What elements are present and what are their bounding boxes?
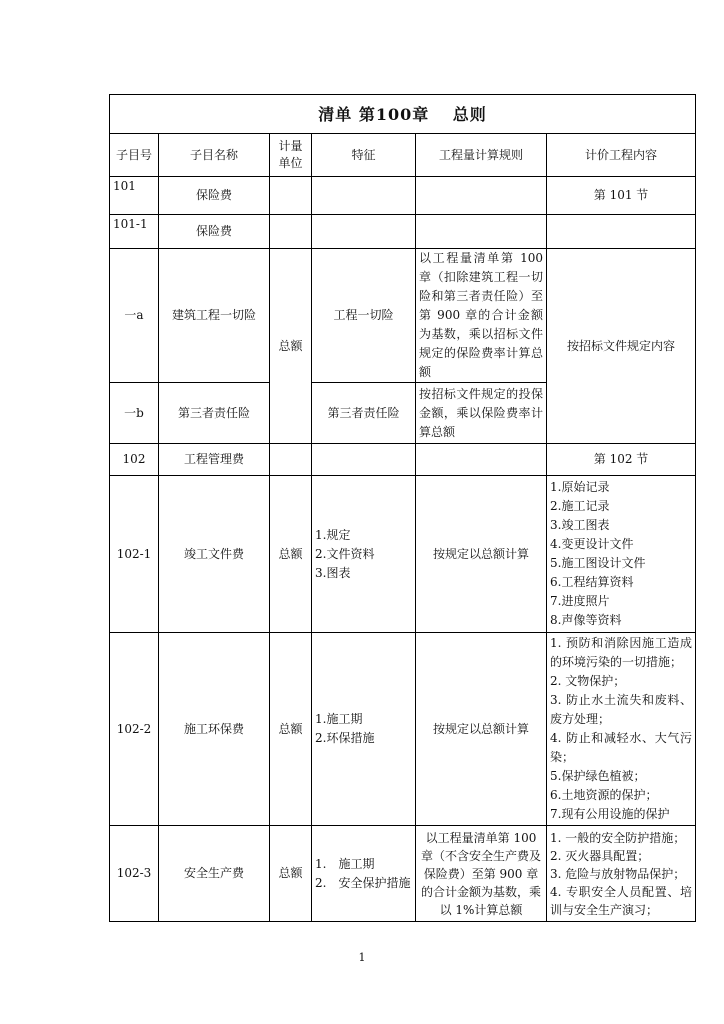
row-101-1-name: 保险费 <box>159 215 270 249</box>
header-unit-line1: 计量 <box>278 139 303 153</box>
row-b-code: 一b <box>110 383 159 444</box>
content-item: 1. 一般的安全防护措施； <box>550 830 686 845</box>
feature-item: 1.施工期 <box>315 712 363 726</box>
row-102-1-rule: 按规定以总额计算 <box>416 476 547 633</box>
content-item: 4. 防止和减轻水、大气污染； <box>550 731 693 764</box>
header-name: 子目名称 <box>159 134 270 177</box>
row-102-1-content <box>547 476 696 633</box>
row-a-name: 建筑工程一切险 <box>159 249 270 383</box>
header-unit-line2: 单位 <box>278 156 303 170</box>
content-item: 2. 灭火器具配置； <box>550 848 650 863</box>
row-a-b-content: 按招标文件规定内容 <box>547 249 696 444</box>
table-row <box>110 476 696 633</box>
empty-cell <box>312 215 416 249</box>
row-a-b-unit: 总额 <box>270 249 312 444</box>
empty-cell <box>416 444 547 476</box>
table-row <box>110 633 696 826</box>
content-item: 6.土地资源的保护； <box>550 788 658 802</box>
row-102-2-rule: 按规定以总额计算 <box>416 633 547 826</box>
table-title: 清单 第100章 总则 <box>110 95 696 134</box>
content-item: 2. 文物保护； <box>550 674 626 688</box>
row-102-name: 工程管理费 <box>159 444 270 476</box>
content-item: 6.工程结算资料 <box>550 575 634 589</box>
row-101-name: 保险费 <box>159 177 270 215</box>
table-row <box>110 249 696 383</box>
header-row <box>110 134 696 177</box>
row-102-1-feature <box>312 476 416 633</box>
row-b-name: 第三者责任险 <box>159 383 270 444</box>
row-102-1-name: 竣工文件费 <box>159 476 270 633</box>
feature-item: 2.环保措施 <box>315 731 375 745</box>
empty-cell <box>547 215 696 249</box>
content-item: 2.施工记录 <box>550 499 610 513</box>
content-item: 8.声像等资料 <box>550 613 622 627</box>
content-item: 7.进度照片 <box>550 594 610 608</box>
table-row <box>110 444 696 476</box>
row-102-3-unit: 总额 <box>270 826 312 922</box>
row-a-feature: 工程一切险 <box>312 249 416 383</box>
content-item: 3.竣工图表 <box>550 518 610 532</box>
content-item: 3. 危险与放射物品保护； <box>550 866 686 881</box>
feature-item: 3.图表 <box>315 565 351 580</box>
table-row <box>110 177 696 215</box>
empty-cell <box>270 215 312 249</box>
row-102-2-name: 施工环保费 <box>159 633 270 826</box>
row-102-2-code: 102-2 <box>110 633 159 826</box>
header-feature: 特征 <box>312 134 416 177</box>
empty-cell <box>416 215 547 249</box>
empty-cell <box>270 444 312 476</box>
feature-item: 2. 安全保护措施 <box>315 875 411 890</box>
row-102-3-rule: 以工程量清单第 100 章（不含安全生产费及保险费）至第 900 章的合计金额为基数，乘以 1%计算总额 <box>416 826 547 922</box>
content-item: 3. 防止水土流失和废料、废方处理； <box>550 693 693 726</box>
feature-item: 1.规定 <box>315 527 351 542</box>
header-code: 子目号 <box>110 134 159 177</box>
row-101-1-code: 101-1 <box>110 215 159 249</box>
feature-item: 1. 施工期 <box>315 856 375 871</box>
content-item: 7.现有公用设施的保护 <box>550 807 670 821</box>
content-item: 4. 专职安全人员配置、培训与安全生产演习； <box>550 884 693 917</box>
empty-cell <box>312 444 416 476</box>
header-content: 计价工程内容 <box>547 134 696 177</box>
row-102-content: 第 102 节 <box>547 444 696 476</box>
page-number: 1 <box>358 951 366 964</box>
row-a-rule: 以工程量清单第 100 章（扣除建筑工程一切险和第三者责任险）至第 900 章的合计金额为基数，乘以招标文件规定的保险费率计算总额 <box>416 249 547 383</box>
row-102-code: 102 <box>110 444 159 476</box>
header-rule: 工程量计算规则 <box>416 134 547 177</box>
row-102-2-feature <box>312 633 416 826</box>
content-item: 1.原始记录 <box>550 480 610 494</box>
content-item: 5.施工图设计文件 <box>550 556 646 570</box>
row-102-3-feature <box>312 826 416 922</box>
bill-of-quantities-table <box>109 94 696 922</box>
row-102-1-code: 102-1 <box>110 476 159 633</box>
table-row <box>110 215 696 249</box>
empty-cell <box>312 177 416 215</box>
header-unit <box>270 134 312 177</box>
feature-item: 2.文件资料 <box>315 546 375 561</box>
empty-cell <box>416 177 547 215</box>
row-102-3-name: 安全生产费 <box>159 826 270 922</box>
row-a-code: 一a <box>110 249 159 383</box>
content-item: 5.保护绿色植被； <box>550 769 646 783</box>
row-102-1-unit: 总额 <box>270 476 312 633</box>
row-102-2-unit: 总额 <box>270 633 312 826</box>
content-item: 1. 预防和消除因施工造成的环境污染的一切措施； <box>550 636 693 669</box>
row-101-code: 101 <box>110 177 159 215</box>
row-b-rule: 按招标文件规定的投保金额，乘以保险费率计算总额 <box>416 383 547 444</box>
row-101-content: 第 101 节 <box>547 177 696 215</box>
table-row <box>110 826 696 922</box>
row-102-2-content <box>547 633 696 826</box>
row-102-3-content <box>547 826 696 922</box>
row-b-feature: 第三者责任险 <box>312 383 416 444</box>
empty-cell <box>270 177 312 215</box>
content-item: 4.变更设计文件 <box>550 537 634 551</box>
row-102-3-code: 102-3 <box>110 826 159 922</box>
